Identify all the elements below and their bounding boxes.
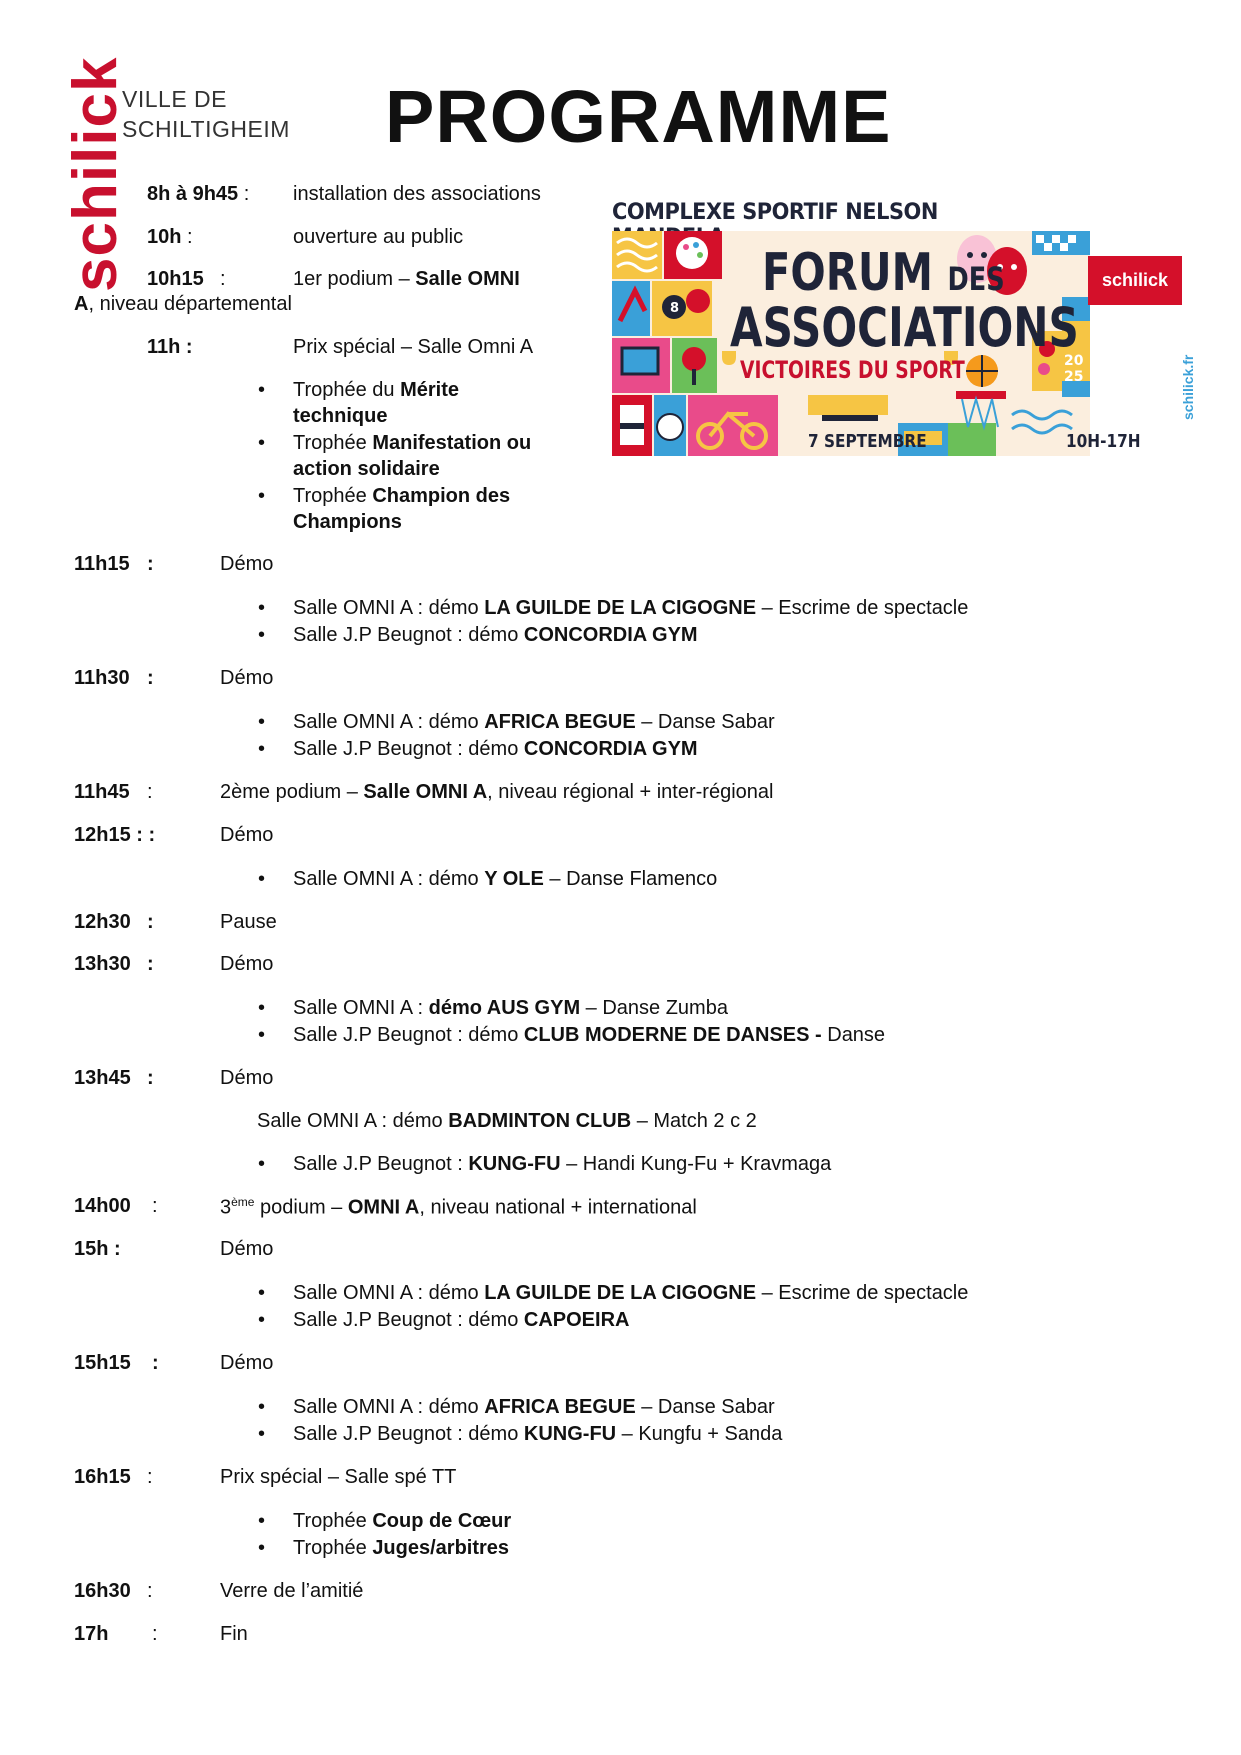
slot-sep: : (147, 953, 154, 975)
slot-time: 14h00 (74, 1195, 131, 1217)
slot-time: 16h15 (74, 1466, 131, 1488)
list-item: Salle OMNI A : démo AUS GYM – Danse Zumba (293, 997, 728, 1019)
slot-sep: : (152, 1623, 158, 1645)
slot-text: Démo (220, 953, 274, 975)
event-poster (612, 200, 1182, 458)
slot-text: ouverture au public (293, 226, 464, 248)
list-item: Salle J.P Beugnot : démo CONCORDIA GYM (293, 624, 698, 646)
svg-text:8: 8 (670, 301, 680, 316)
bullet-icon: • (258, 1537, 266, 1559)
slot-sep: : (147, 553, 154, 575)
poster-date: 7 SEPTEMBRE (808, 431, 927, 452)
list-item: Salle OMNI A : démo LA GUILDE DE LA CIGOGNE – Escrime de spectacle (293, 1282, 969, 1304)
bullet-icon: • (258, 738, 266, 760)
slot-text: Prix spécial – Salle Omni A (293, 336, 534, 358)
list-item: Salle J.P Beugnot : KUNG-FU – Handi Kung-Fu + Kravmaga (293, 1153, 832, 1175)
slot-text: Démo (220, 1352, 274, 1374)
list-item-continued: Champions (293, 511, 402, 533)
slot-text: Fin (220, 1623, 248, 1645)
slot-time: 11h : (147, 336, 193, 358)
bullet-icon: • (258, 597, 266, 619)
poster-venue: COMPLEXE SPORTIF NELSON (612, 200, 938, 225)
list-item: Salle J.P Beugnot : démo KUNG-FU – Kungfu + Sanda (293, 1423, 783, 1445)
slot-sep: : (147, 1067, 154, 1089)
list-item: Trophée Coup de Cœur (293, 1510, 512, 1532)
bullet-icon: • (258, 485, 266, 507)
slot-text: 1er podium – Salle OMNI (293, 268, 520, 290)
slot-sep: : (147, 1466, 153, 1488)
slot-text: installation des associations (293, 183, 541, 205)
slot-text: 3ème podium – OMNI A, niveau national + international (220, 1195, 697, 1219)
logo-wordmark: schilick (61, 56, 130, 292)
bullet-icon: • (258, 624, 266, 646)
bullet-icon: • (258, 868, 266, 890)
poster-victoires: VICTOIRES DU SPORT (740, 356, 965, 384)
slot-sep: : (152, 1352, 159, 1374)
slot-sep: : (147, 1580, 153, 1602)
slot-text: Démo (220, 1238, 274, 1260)
list-item: Salle J.P Beugnot : démo CAPOEIRA (293, 1309, 630, 1331)
list-item: Salle OMNI A : démo BADMINTON CLUB – Match 2 c 2 (257, 1110, 757, 1132)
slot-time: 16h30 (74, 1580, 131, 1602)
slot-time: 12h30 (74, 911, 131, 933)
slot-time: 15h : (74, 1238, 121, 1260)
bullet-icon: • (258, 1282, 266, 1304)
list-item: Salle OMNI A : démo LA GUILDE DE LA CIGOGNE – Escrime de spectacle (293, 597, 969, 619)
slot-text: Démo (220, 824, 274, 846)
svg-text:25: 25 (1064, 369, 1084, 385)
slot-time: 11h45 (74, 781, 130, 803)
list-item: Trophée Manifestation ou (293, 432, 532, 454)
slot-time: 11h15 (74, 553, 130, 575)
list-item: Salle OMNI A : démo Y OLE – Danse Flamenco (293, 868, 718, 890)
bullet-icon: • (258, 1309, 266, 1331)
bullet-icon: • (258, 379, 266, 401)
logo-city-line1: VILLE DE (122, 86, 227, 112)
slot-time: 17h (74, 1623, 109, 1645)
slot-time: 15h15 (74, 1352, 131, 1374)
bullet-icon: • (258, 1396, 266, 1418)
bullet-icon: • (258, 1423, 266, 1445)
slot-text: 2ème podium – Salle OMNI A, niveau régional + inter-régional (220, 781, 774, 803)
slot-text: Pause (220, 911, 277, 933)
slot-time: 13h30 (74, 953, 131, 975)
bullet-icon: • (258, 711, 266, 733)
page-title: PROGRAMME (385, 75, 892, 158)
slot-time: 10h : (147, 226, 193, 248)
bullet-icon: • (258, 997, 266, 1019)
poster-brand-badge: schilick (1088, 256, 1182, 305)
bullet-icon: • (258, 1510, 266, 1532)
list-item: Trophée Champion des (293, 485, 511, 507)
slot-text: Démo (220, 553, 274, 575)
list-item: Salle OMNI A : démo AFRICA BEGUE – Danse Sabar (293, 711, 775, 733)
poster-forum-word: FORUM (762, 243, 933, 303)
slot-text: Verre de l’amitié (220, 1580, 364, 1602)
slot-text: Démo (220, 667, 274, 689)
list-item-continued: action solidaire (293, 458, 440, 480)
slot-time: 8h à 9h45 : (147, 183, 250, 205)
slot-sep: : (147, 667, 154, 689)
poster-hours: 10H-17H (1066, 431, 1141, 452)
svg-text:20: 20 (1064, 353, 1084, 369)
list-item: Trophée du Mérite (293, 379, 460, 401)
list-item-continued: technique (293, 405, 388, 427)
slot-sep: : (147, 781, 153, 803)
bullet-icon: • (258, 1153, 266, 1175)
poster-des-word: DES (947, 260, 1005, 298)
slot-text-continued: A, niveau départemental (74, 293, 292, 315)
slot-time: 13h45 (74, 1067, 131, 1089)
list-item: Salle J.P Beugnot : démo CONCORDIA GYM (293, 738, 698, 760)
list-item: Trophée Juges/arbitres (293, 1537, 510, 1559)
slot-sep: : (220, 268, 226, 290)
slot-text: Démo (220, 1067, 274, 1089)
list-item: Salle OMNI A : démo AFRICA BEGUE – Danse Sabar (293, 1396, 775, 1418)
slot-sep: : (147, 911, 154, 933)
logo-city-line2: SCHILTIGHEIM (122, 116, 290, 142)
poster-associations: ASSOCIATIONS (730, 296, 1079, 359)
slot-text: Prix spécial – Salle spé TT (220, 1466, 457, 1488)
slot-time: 12h15 : : (74, 824, 156, 846)
list-item: Salle J.P Beugnot : démo CLUB MODERNE DE DANSES - Danse (293, 1024, 886, 1046)
bullet-icon: • (258, 1024, 266, 1046)
slot-time: 10h15 (147, 268, 204, 290)
bullet-icon: • (258, 432, 266, 454)
slot-sep: : (152, 1195, 158, 1217)
poster-url: schilick.fr (1180, 354, 1196, 420)
slot-time: 11h30 (74, 667, 130, 689)
